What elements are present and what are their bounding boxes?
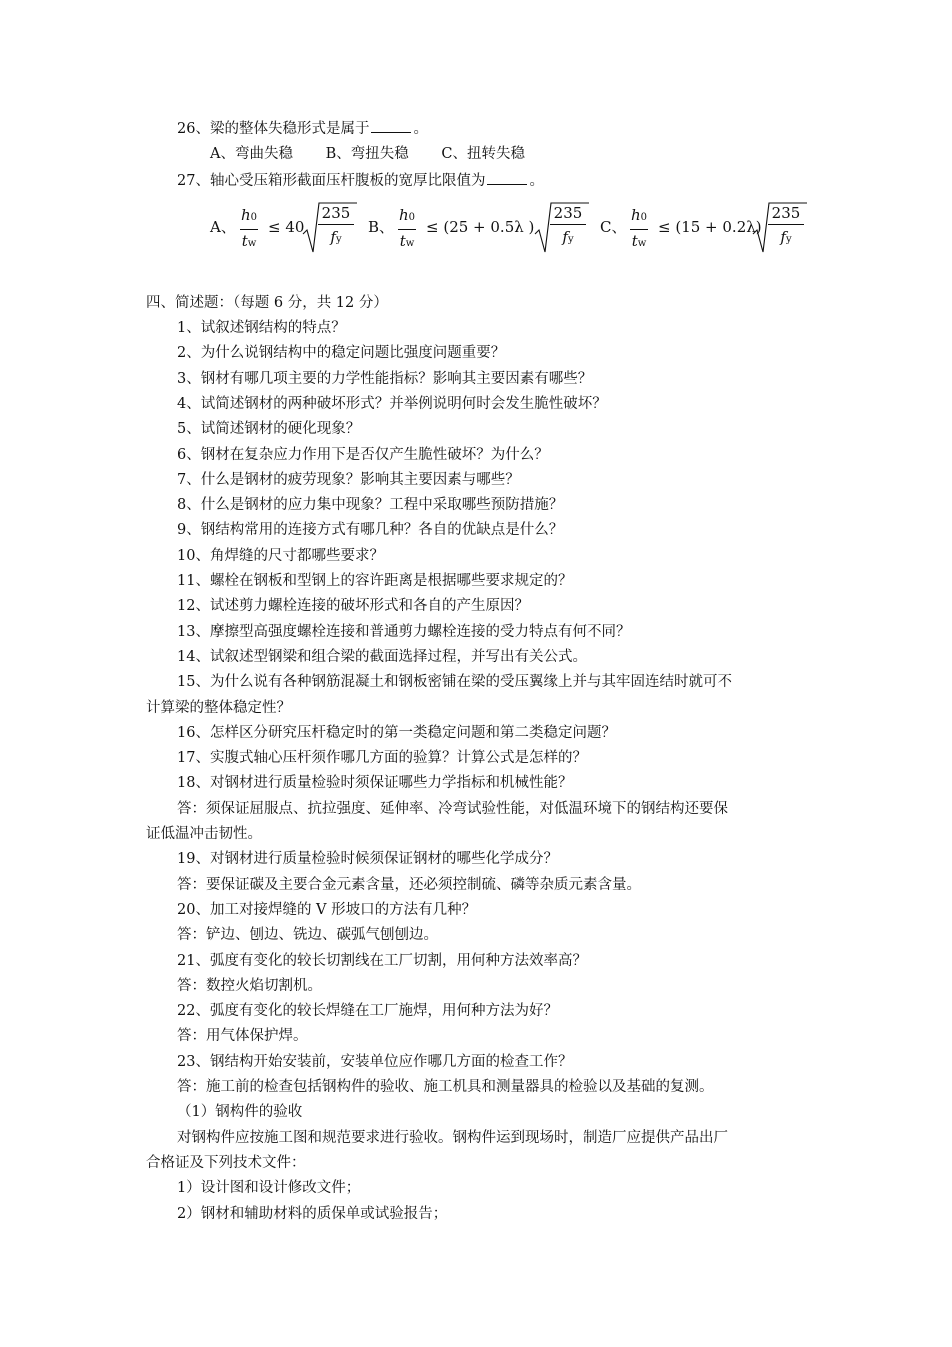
answer-line: 答：用气体保护焊。 bbox=[177, 1028, 308, 1044]
square-root-235-fy: 235 fy bbox=[302, 200, 358, 256]
answer-line: 答：铲边、刨边、铣边、碳弧气刨刨边。 bbox=[177, 927, 438, 943]
answer-line: 答：施工前的检查包括钢构件的验收、施工机具和测量器具的检验以及基础的复测。 bbox=[177, 1079, 714, 1095]
formula-option-b bbox=[368, 200, 588, 260]
answer-blank bbox=[487, 170, 527, 185]
list-item: 5、试简述钢材的硬化现象？ bbox=[177, 421, 361, 437]
formula-option-label: C、 bbox=[600, 218, 627, 236]
width-thickness-fraction: $\frac{h0}{tw}$ bbox=[631, 206, 648, 250]
formula-relation: ≤ (25 + 0.5λ ) bbox=[426, 218, 535, 236]
width-thickness-fraction: $\frac{h0}{tw}$ bbox=[241, 206, 258, 250]
option-b: B、弯扭失稳 bbox=[325, 146, 409, 162]
list-item: 22、弧度有变化的较长焊缝在工厂施焊，用何种方法为好？ bbox=[177, 1003, 558, 1019]
question-27-end: 。 bbox=[529, 173, 544, 189]
list-item: 1、试叙述钢结构的特点？ bbox=[177, 320, 346, 336]
question-26-stem bbox=[177, 118, 428, 139]
formula-option-c bbox=[600, 200, 810, 260]
question-27-stem bbox=[177, 170, 544, 191]
list-item: 17、实腹式轴心压杆须作哪几方面的验算？计算公式是怎样的？ bbox=[177, 750, 587, 766]
list-item: 4、试简述钢材的两种破坏形式？并举例说明何时会发生脆性破坏？ bbox=[177, 396, 607, 412]
formula-option-label: B、 bbox=[368, 218, 395, 236]
list-item: 6、钢材在复杂应力作用下是否仅产生脆性破坏？为什么？ bbox=[177, 447, 549, 463]
list-item: 23、钢结构开始安装前，安装单位应作哪几方面的检查工作？ bbox=[177, 1054, 573, 1070]
list-item: 8、什么是钢材的应力集中现象？工程中采取哪些预防措施？ bbox=[177, 497, 564, 513]
list-item: 13、摩擦型高强度螺栓连接和普通剪力螺栓连接的受力特点有何不同？ bbox=[177, 624, 631, 640]
list-item: 10、角焊缝的尺寸都哪些要求？ bbox=[177, 548, 384, 564]
question-27-text: 27、轴心受压箱形截面压杆腹板的宽厚比限值为 bbox=[177, 173, 486, 189]
section-heading: 四、简述题：（每题 6 分，共 12 分） bbox=[146, 295, 388, 311]
list-item: 18、对钢材进行质量检验时须保证哪些力学指标和机械性能？ bbox=[177, 775, 573, 791]
list-item: 3、钢材有哪几项主要的力学性能指标？影响其主要因素有哪些？ bbox=[177, 371, 593, 387]
question-26-options bbox=[210, 144, 553, 164]
square-root-235-fy: 235 fy bbox=[534, 200, 590, 256]
list-item: 20、加工对接焊缝的 V 形坡口的方法有几种？ bbox=[177, 902, 477, 918]
option-c: C、扭转失稳 bbox=[441, 146, 525, 162]
list-item: 1）设计图和设计修改文件； bbox=[177, 1180, 361, 1196]
list-item: 14、试叙述型钢梁和组合梁的截面选择过程，并写出有关公式。 bbox=[177, 649, 587, 665]
list-item: 计算梁的整体稳定性？ bbox=[146, 700, 291, 716]
formula-option-a bbox=[210, 200, 360, 260]
list-item: 16、怎样区分研究压杆稳定时的第一类稳定问题和第二类稳定问题？ bbox=[177, 725, 616, 741]
list-item: 2、为什么说钢结构中的稳定问题比强度问题重要？ bbox=[177, 345, 506, 361]
answer-line: 答：要保证碳及主要合金元素含量，还必须控制硫、磷等杂质元素含量。 bbox=[177, 877, 641, 893]
list-item: 15、为什么说有各种钢筋混凝土和钢板密铺在梁的受压翼缘上并与其牢固连结时就可不 bbox=[177, 674, 732, 690]
answer-line: 答：数控火焰切割机。 bbox=[177, 978, 322, 994]
list-item: 证低温冲击韧性。 bbox=[146, 826, 262, 842]
list-item: 19、对钢材进行质量检验时候须保证钢材的哪些化学成分？ bbox=[177, 851, 558, 867]
list-item: 12、试述剪力螺栓连接的破坏形式和各自的产生原因？ bbox=[177, 598, 529, 614]
list-item: 11、螺栓在钢板和型钢上的容许距离是根据哪些要求规定的？ bbox=[177, 573, 573, 589]
formula-option-label: A、 bbox=[210, 218, 236, 236]
option-a: A、弯曲失稳 bbox=[210, 146, 293, 162]
answer-line: 答：须保证屈服点、抗拉强度、延伸率、冷弯试验性能，对低温环境下的钢结构还要保 bbox=[177, 801, 728, 817]
width-thickness-fraction: $\frac{h0}{tw}$ bbox=[399, 206, 416, 250]
list-item: （1）钢构件的验收 bbox=[177, 1104, 303, 1120]
list-item: 7、什么是钢材的疲劳现象？影响其主要因素与哪些？ bbox=[177, 472, 520, 488]
list-item: 2）钢材和辅助材料的质保单或试验报告； bbox=[177, 1206, 448, 1222]
list-item: 合格证及下列技术文件： bbox=[146, 1155, 306, 1171]
formula-relation: ≤ (15 + 0.2λ) bbox=[658, 218, 762, 236]
list-item: 对钢构件应按施工图和规范要求进行验收。钢构件运到现场时，制造厂应提供产品出厂 bbox=[177, 1130, 728, 1146]
formula-relation: ≤ 40 bbox=[268, 218, 305, 236]
answer-blank bbox=[371, 118, 411, 133]
question-26-text: 26、梁的整体失稳形式是属于 bbox=[177, 121, 370, 137]
list-item: 21、弧度有变化的较长切割线在工厂切割，用何种方法效率高？ bbox=[177, 953, 587, 969]
list-item: 9、钢结构常用的连接方式有哪几种？各自的优缺点是什么？ bbox=[177, 522, 564, 538]
square-root-235-fy: 235 fy bbox=[752, 200, 808, 256]
question-26-end: 。 bbox=[413, 121, 428, 137]
